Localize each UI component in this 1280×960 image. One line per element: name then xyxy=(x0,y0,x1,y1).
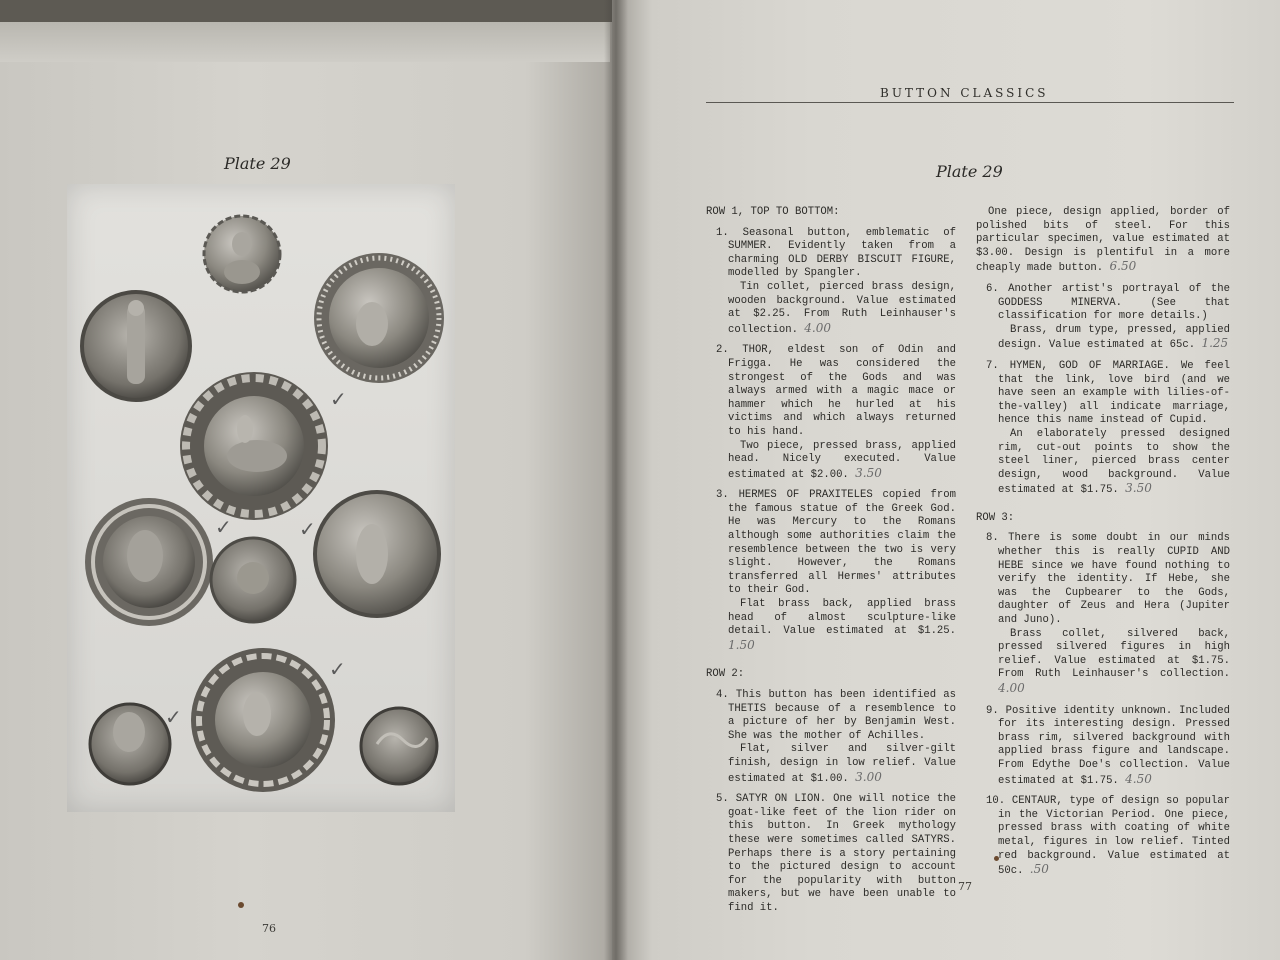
right-text-column xyxy=(976,206,1230,879)
item-10: 10. CENTAUR, type of design so popular in the Victorian Period. One piece, pressed brass with coating of white metal, figures in low relief. Tinted red background. Value estimated at 50c. .50 xyxy=(986,795,1230,878)
item-1: 1. Seasonal button, emblematic of SUMMER. Evidently taken from a charming OLD DERBY BISCUIT FIGURE, modelled by Spangler. xyxy=(716,226,956,280)
header-rule xyxy=(706,102,1234,103)
button-hermes xyxy=(314,253,444,383)
left-text-column xyxy=(706,206,956,916)
row1-heading: ROW 1, TOP TO BOTTOM: xyxy=(706,206,840,218)
button-thor xyxy=(82,292,190,400)
checkmark-2: ✓ xyxy=(215,515,232,539)
item-5: 5. SATYR ON LION. One will notice the goat-like feet of the lion rider on this button. In Greek mythology these were sometimes called SATYRS. Perhaps there is a story pertaining to the pictured design to account for the popularity with button makers, but we have been unable to find it. xyxy=(716,793,956,914)
item-1-pencil-price: 4.00 xyxy=(804,320,832,335)
button-minerva-large xyxy=(85,498,213,626)
item-5-continued: One piece, design applied, border of polished bits of steel. For this particular specimen, value estimated at $3.00. Design is plentiful in a more cheaply made button. 6.50 xyxy=(976,206,1230,275)
item-9-pencil-price: 4.50 xyxy=(1125,771,1152,786)
checkmark-3: ✓ xyxy=(299,517,316,541)
checkmark-5: ✓ xyxy=(165,705,182,729)
button-summer xyxy=(204,216,280,292)
button-photograph xyxy=(67,184,455,812)
item-2-note: Two piece, pressed brass, applied head. Nicely executed. Value estimated at $2.00. 3.50 xyxy=(728,439,956,481)
running-head: BUTTON CLASSICS xyxy=(880,86,1049,100)
item-10-pencil-price: .50 xyxy=(1029,862,1049,877)
checkmark-1: ✓ xyxy=(330,387,347,411)
button-cupid-and-hebe xyxy=(191,648,335,792)
item-6-note: Brass, drum type, pressed, applied design. Value estimated at 65c. 1.25 xyxy=(998,323,1230,352)
paper-spot xyxy=(238,902,244,908)
item-6-pencil-price: 1.25 xyxy=(1201,336,1229,351)
row3-heading: ROW 3: xyxy=(976,511,1015,524)
item-6: 6. Another artist's portrayal of the GODDESS MINERVA. (See that classification for more details.) xyxy=(986,282,1230,323)
checkmark-4: ✓ xyxy=(329,657,346,681)
button-satyr-on-lion xyxy=(180,372,328,520)
item-2-pencil-price: 3.50 xyxy=(855,465,882,480)
button-minerva-small xyxy=(211,538,295,622)
item-3-pencil-price: 1.50 xyxy=(728,637,755,652)
right-plate-title: Plate 29 xyxy=(936,162,1003,181)
item-9: 9. Positive identity unknown. Included for its interesting design. Pressed brass rim, silvered background with applied brass figure and landscape. From Edythe Doe's collection. Value estimated at $1.75. 4.50 xyxy=(986,704,1230,787)
item-3-note: Flat brass back, applied brass head of almost sculpture-like detail. Value estimated at $1.25. 1.50 xyxy=(728,598,956,652)
item-8: 8. There is some doubt in our minds whether this is really CUPID AND HEBE since we have found nothing to verify the identity. If Hebe, she was the Cupbearer to the Gods, daughter of Zeus and Hera (Jupiter and Juno). xyxy=(986,532,1230,627)
item-4-note: Flat, silver and silver-gilt finish, design in low relief. Value estimated at $1.00. 3.00 xyxy=(728,743,956,785)
item-8-pencil-price: 4.00 xyxy=(998,681,1025,695)
button-photo-svg xyxy=(67,184,455,812)
item-7-pencil-price: 3.50 xyxy=(1125,481,1152,496)
item-4-pencil-price: 3.00 xyxy=(855,769,882,784)
item-5-pencil-price: 6.50 xyxy=(1109,259,1137,274)
item-8-note: Brass collet, silvered back, pressed silvered figures in high relief. Value estimated at $1.75. From Ruth Leinhauser's collection. 4.00 xyxy=(998,627,1230,695)
button-centaur xyxy=(361,708,437,784)
row2-heading: ROW 2: xyxy=(706,668,745,681)
right-page-number: 77 xyxy=(958,880,972,893)
item-3: 3. HERMES OF PRAXITELES copied from the famous statue of the Greek God. He was Mercury to the Romans although some authorities claim the resemblence between the two is very slight. However, the Romans transferred all Hermes' attributes to their God. xyxy=(716,489,956,597)
item-4: 4. This button has been identified as THETIS because of a resemblence to a picture of her by Benjamin West. She was the mother of Achilles. xyxy=(716,689,956,742)
book-gutter xyxy=(604,0,628,960)
item-7: 7. HYMEN, GOD OF MARRIAGE. We feel that the link, love bird (and we have seen an example with lilies-of-the-valley) all indicate marriage, hence this name instead of Cupid. xyxy=(986,359,1230,427)
left-page-number: 76 xyxy=(262,922,276,935)
item-1-note: Tin collet, pierced brass design, wooden background. Value estimated at $2.25. From Ruth Leinhauser's collection. 4.00 xyxy=(728,280,956,336)
item-7-note: An elaborately pressed designed rim, cut-out points to show the steel liner, pierced brass center design, wood background. Value estimated at $1.75. 3.50 xyxy=(998,427,1230,497)
left-plate-title: Plate 29 xyxy=(224,154,291,173)
button-thetis xyxy=(90,704,170,784)
button-hymen xyxy=(315,492,439,616)
item-2: 2. THOR, eldest son of Odin and Frigga. He was considered the strongest of the Gods and was always armed with a magic mace or hammer which he hurled at his victims and which always returned to his hand. xyxy=(716,344,956,438)
